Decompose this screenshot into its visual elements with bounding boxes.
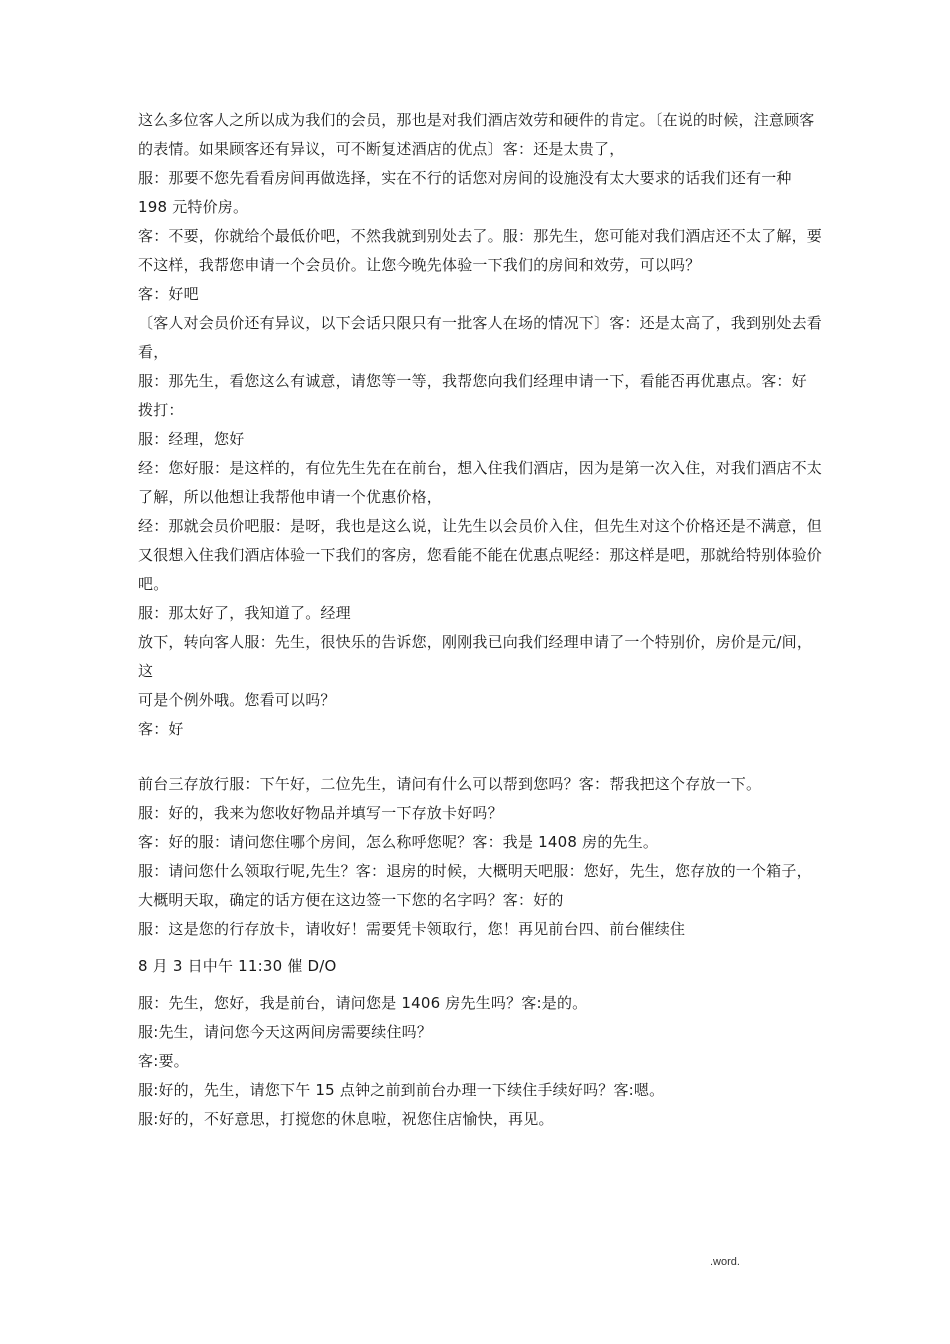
paragraph: 前台三存放行服：下午好，二位先生，请问有什么可以帮到您吗？客：帮我把这个存放一下。 <box>138 775 762 793</box>
paragraph: 服:好的，不好意思，打搅您的休息啦，祝您住店愉快，再见。 <box>138 1110 554 1128</box>
paragraph: 客：好 <box>138 720 184 738</box>
paragraph: 经：那就会员价吧服：是呀，我也是这么说，让先生以会员价入住，但先生对这个价格还是不满意，但又很想入住我们酒店体验一下我们的客房，您看能不能在优惠点呢经：那这样是吧，那就给特别体验价吧。 <box>138 517 823 593</box>
paragraph: 服:先生，请问您今天这两间房需要续住吗？ <box>138 1023 433 1041</box>
paragraph: 放下，转向客人服：先生，很快乐的告诉您，刚刚我已向我们经理申请了一个特别价，房价是元/间，这 <box>138 633 813 680</box>
paragraph: 经：您好服：是这样的，有位先生先在在前台，想入住我们酒店，因为是第一次入住，对我们酒店不太了解，所以他想让我帮他申请一个优惠价格， <box>138 459 823 506</box>
paragraph: 服：先生，您好，我是前台，请问您是 1406 房先生吗？客:是的。 <box>138 994 588 1012</box>
section-checkin-dialogue <box>138 106 822 744</box>
paragraph: 拨打： <box>138 401 184 419</box>
date-heading: 8 月 3 日中午 11:30 催 D/O <box>138 957 337 975</box>
paragraph: 客:要。 <box>138 1052 189 1070</box>
paragraph: 服：这是您的行存放卡，请收好！需要凭卡领取行，您！再见前台四、前台催续住 <box>138 920 686 938</box>
paragraph: 〔客人对会员价还有异议，以下会话只限只有一批客人在场的情况下〕客：还是太高了，我到别处去看看， <box>138 314 823 361</box>
paragraph: 服：那太好了，我知道了。经理 <box>138 604 351 622</box>
paragraph: 可是个例外哦。您看可以吗？ <box>138 691 336 709</box>
paragraph: 服：好的，我来为您收好物品并填写一下存放卡好吗？ <box>138 804 503 822</box>
paragraph: 客：好的服：请问您住哪个房间，怎么称呼您呢？客：我是 1408 房的先生。 <box>138 833 659 851</box>
page-footer: .word. <box>710 1256 740 1268</box>
section-luggage-storage <box>138 770 822 944</box>
section-date-heading <box>138 952 822 981</box>
paragraph: 服：经理，您好 <box>138 430 245 448</box>
section-spacer <box>138 981 822 989</box>
paragraph: 客：好吧 <box>138 285 199 303</box>
section-spacer <box>138 944 822 952</box>
section-extend-stay <box>138 989 822 1134</box>
paragraph: 客：不要，你就给个最低价吧，不然我就到别处去了。服：那先生，您可能对我们酒店还不太了解，要不这样，我帮您申请一个会员价。让您今晚先体验一下我们的房间和效劳，可以吗？ <box>138 227 823 274</box>
paragraph: 服：请问您什么领取行呢,先生？客：退房的时候，大概明天吧服：您好，先生，您存放的一个箱子，大概明天取，确定的话方便在这边签一下您的名字吗？客：好的 <box>138 862 812 909</box>
paragraph: 这么多位客人之所以成为我们的会员，那也是对我们酒店效劳和硬件的肯定。〔在说的时候，注意顾客的表情。如果顾客还有异议，可不断复述酒店的优点〕客：还是太贵了， <box>138 111 815 158</box>
paragraph: 服:好的，先生，请您下午 15 点钟之前到前台办理一下续住手续好吗？客:嗯。 <box>138 1081 665 1099</box>
paragraph: 服：那要不您先看看房间再做选择，实在不行的话您对房间的设施没有太大要求的话我们还有一种 198 元特价房。 <box>138 169 792 216</box>
paragraph: 服：那先生，看您这么有诚意，请您等一等，我帮您向我们经理申请一下，看能否再优惠点。客：好 <box>138 372 807 390</box>
section-spacer <box>138 744 822 770</box>
document-body <box>138 106 822 1134</box>
